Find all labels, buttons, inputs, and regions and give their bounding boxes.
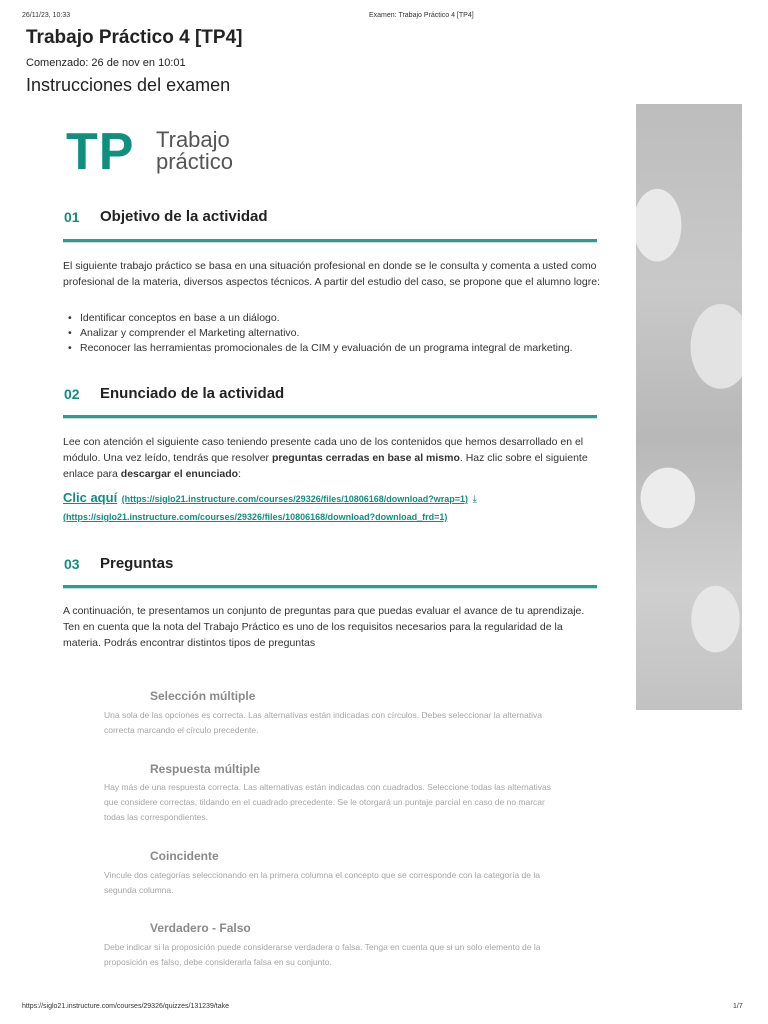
objective-item: • Reconocer las herramientas promocionales de la CIM y evaluación de un programa integral de marketing. xyxy=(68,341,608,356)
section-03-number: 03 xyxy=(64,556,80,572)
section-01-intro: El siguiente trabajo práctico se basa en una situación profesional en donde se le consulta y comenta a usted como profesional de la materia, diversos aspectos técnicos. A partir del estudio del caso, se propone que el alumno logre: xyxy=(63,260,600,288)
objective-item: • Analizar y comprender el Marketing alternativo. xyxy=(68,326,608,341)
objectives-list xyxy=(68,311,608,356)
clic-aqui-link[interactable]: Clic aquí xyxy=(63,490,118,505)
section-01-title: Objetivo de la actividad xyxy=(100,208,268,225)
instructions-heading: Instrucciones del examen xyxy=(26,75,231,95)
section-02-text-e: : xyxy=(238,468,242,480)
qtype-title-coincidente: Coincidente xyxy=(150,849,219,863)
section-02-text-d: descargar el enunciado xyxy=(120,468,239,480)
section-02-divider xyxy=(63,415,597,419)
download-icon[interactable]: ⤓ xyxy=(472,494,477,505)
section-03-title: Preguntas xyxy=(100,555,174,572)
qtype-title-respuesta-multiple: Respuesta múltiple xyxy=(150,762,261,776)
quiz-started: Comenzado: 26 de nov en 10:01 xyxy=(26,57,186,69)
qtype-desc-coincidente: Vincule dos categorías seleccionando en la primera columna el concepto que se corresponde con la categoría de la segunda columna. xyxy=(104,870,540,895)
print-page-title: Examen: Trabajo Práctico 4 [TP4] xyxy=(369,12,474,19)
print-datetime: 26/11/23, 10:33 xyxy=(22,12,71,19)
tp-logo: TP xyxy=(66,123,135,181)
section-02-title: Enunciado de la actividad xyxy=(100,385,285,402)
footer-url: https://siglo21.instructure.com/courses/29326/quizzes/131239/take xyxy=(22,1003,230,1010)
decorative-architecture-image xyxy=(636,104,742,710)
download-link-row xyxy=(63,489,477,507)
section-02-text-a: Lee con atención el siguiente caso teniendo presente cada uno de los contenidos que hemos desarrollado en el módulo. Una vez leído, tendrás que resolver xyxy=(63,436,584,464)
objective-item: • Identificar conceptos en base a un diálogo. xyxy=(68,311,608,326)
quiz-title: Trabajo Práctico 4 [TP4] xyxy=(26,27,243,48)
qtype-desc-verdadero-falso: Debe indicar si la proposición puede considerarse verdadera o falsa. Tenga en cuenta que si un solo elemento de la proposición es falso, debe considerarla falsa en su conjunto. xyxy=(104,942,541,967)
section-02-paragraph xyxy=(63,434,603,482)
section-01-divider xyxy=(63,239,597,243)
section-02-text-c: . Haz clic sobre el siguiente enlace para xyxy=(63,452,588,480)
tp-logo-word xyxy=(156,129,233,173)
section-03-intro: A continuación, te presentamos un conjunto de preguntas para que puedas evaluar el avance de tu aprendizaje. Ten en cuenta que la nota del Trabajo Práctico es uno de los requisitos necesarios para la regularidad de la materia. Podrás encontrar distintos tipos de preguntas xyxy=(63,605,585,649)
section-01-number: 01 xyxy=(64,209,80,225)
qtype-title-verdadero-falso: Verdadero - Falso xyxy=(150,921,251,935)
footer-page-number: 1/7 xyxy=(733,1003,743,1010)
tp-logo-word-line1: Trabajo xyxy=(156,127,230,152)
download-wrap-link[interactable]: (https://siglo21.instructure.com/courses/29326/files/10806168/download?wrap=1) xyxy=(121,494,469,504)
section-03-divider xyxy=(63,585,597,589)
download-frd-link[interactable]: (https://siglo21.instructure.com/courses/29326/files/10806168/download?download_frd=1) xyxy=(63,512,448,522)
qtype-desc-seleccion-multiple: Una sola de las opciones es correcta. Las alternativas están indicadas con círculos. Debes seleccionar la alternativa correcta marcando el círculo precedente. xyxy=(104,710,542,735)
tp-logo-word-line2: práctico xyxy=(156,149,234,174)
qtype-desc-respuesta-multiple: Hay más de una respuesta correcta. Las alternativas están indicadas con cuadrados. Seleccione todas las alternativas que considere correctas, tildando en el cuadrado precedente. Se le otorgará un puntaje parcial en caso de no marcar todas las correspondientes. xyxy=(104,782,551,822)
section-02-number: 02 xyxy=(64,386,80,402)
qtype-title-seleccion-multiple: Selección múltiple xyxy=(150,689,256,703)
section-02-text-b: preguntas cerradas en base al mismo xyxy=(271,452,460,464)
